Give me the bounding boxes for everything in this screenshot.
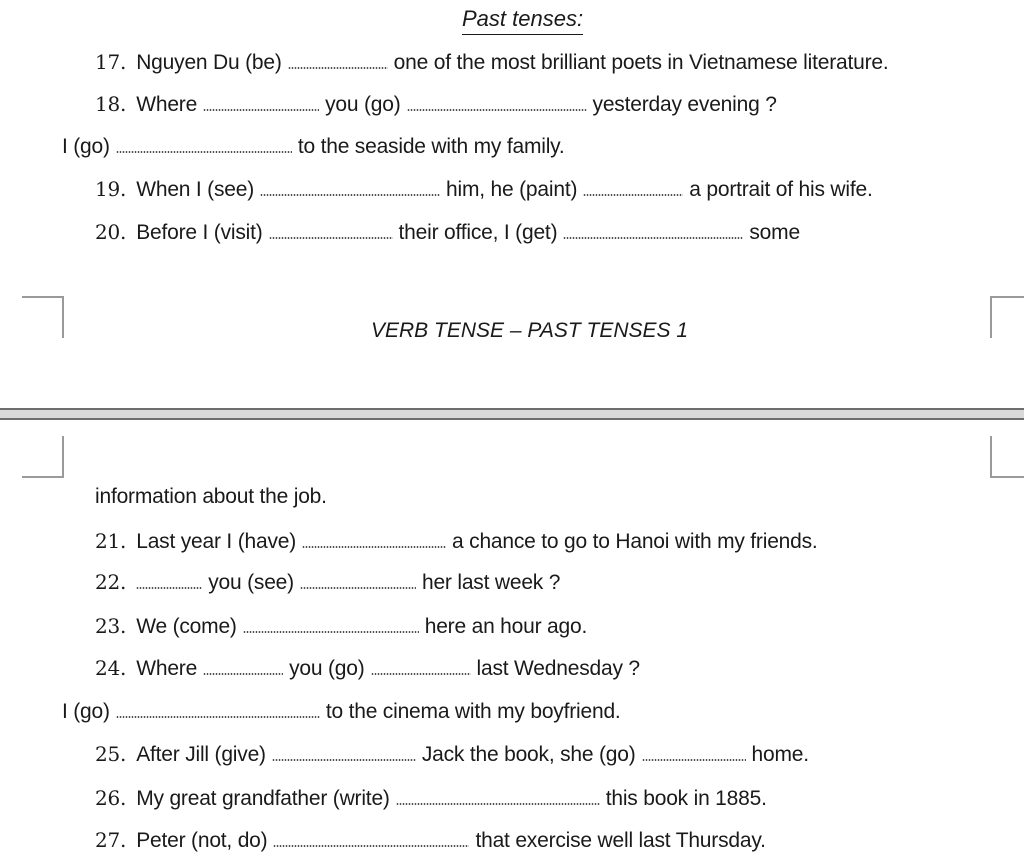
answer-blank[interactable] [203,673,283,675]
page-bottom [0,420,1024,865]
page-title: Past tenses: [462,6,583,35]
answer-blank[interactable] [203,109,319,111]
answer-blank[interactable] [583,194,683,196]
answer-blank[interactable] [302,546,446,548]
answer-blank[interactable] [396,803,600,805]
answer-blank[interactable] [288,67,388,69]
page-corner-mark [22,436,64,478]
exercise-19: 19. When I (see) him, he (paint) a portrait of his wife. [95,177,873,201]
answer-blank[interactable] [136,587,202,589]
page-corner-mark [22,296,64,338]
page-header: VERB TENSE – PAST TENSES 1 [371,319,689,342]
exercise-25: 25. After Jill (give) Jack the book, she (go) home. [95,742,809,766]
answer-blank[interactable] [407,109,587,111]
exercise-21: 21. Last year I (have) a chance to go to Hanoi with my friends. [95,529,818,553]
exercise-17: 17. Nguyen Du (be) one of the most brilliant poets in Vietnamese literature. [95,50,889,74]
exercise-18-answer: I (go) to the seaside with my family. [62,135,565,158]
page-top [0,0,1024,408]
exercise-18: 18. Where you (go) yesterday evening ? [95,92,777,116]
answer-blank[interactable] [273,845,469,847]
exercise-23: 23. We (come) here an hour ago. [95,614,588,638]
answer-blank[interactable] [300,587,416,589]
answer-blank[interactable] [272,759,416,761]
page-corner-mark [990,296,1024,338]
answer-blank[interactable] [260,194,440,196]
exercise-20-continuation: information about the job. [95,485,327,508]
answer-blank[interactable] [642,759,746,761]
exercise-24-answer: I (go) to the cinema with my boyfriend. [62,700,621,723]
exercise-20: 20. Before I (visit) their office, I (get) some [95,220,800,244]
exercise-27: 27. Peter (not, do) that exercise well last Thursday. [95,828,766,852]
answer-blank[interactable] [116,716,320,718]
page-break [0,408,1024,420]
answer-blank[interactable] [116,151,292,153]
answer-blank[interactable] [269,237,393,239]
page-corner-mark [990,436,1024,478]
answer-blank[interactable] [371,673,471,675]
exercise-22: 22. you (see) her last week ? [95,570,561,594]
answer-blank[interactable] [243,631,419,633]
exercise-24: 24. Where you (go) last Wednesday ? [95,656,640,680]
exercise-26: 26. My great grandfather (write) this book in 1885. [95,786,767,810]
answer-blank[interactable] [563,237,743,239]
